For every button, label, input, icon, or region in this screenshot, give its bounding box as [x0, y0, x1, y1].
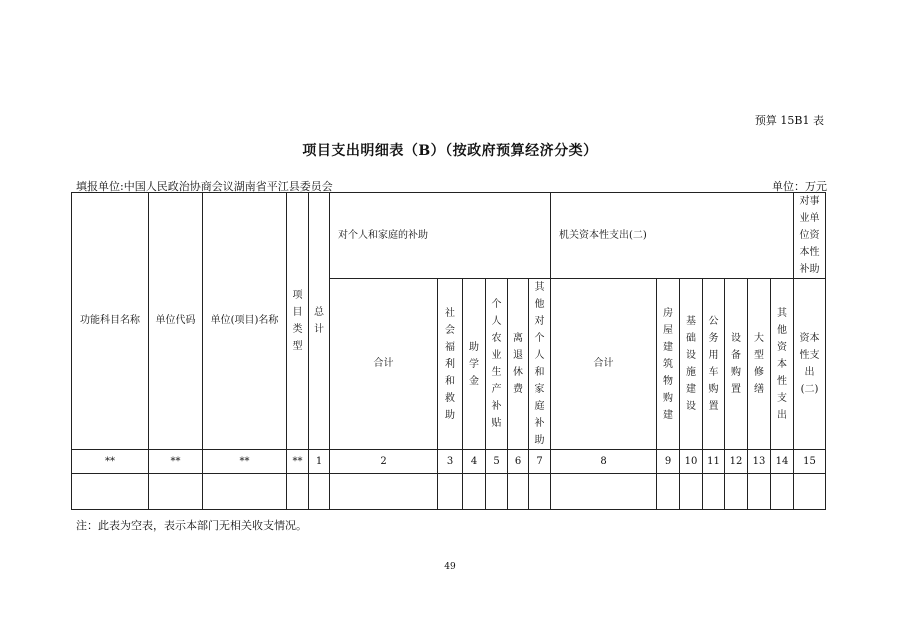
group-personal: 对个人和家庭的补助 — [330, 193, 551, 279]
currency-unit: 单位：万元 — [772, 180, 827, 193]
empty-cell — [149, 474, 203, 510]
index-row — [72, 450, 826, 474]
col-student-aid: 助学金 — [463, 279, 486, 450]
index-cell: 8 — [551, 450, 657, 474]
col-subject-name: 功能科目名称 — [72, 193, 149, 450]
col-social-welfare: 社会福利和救助 — [438, 279, 463, 450]
index-cell: 1 — [309, 450, 330, 474]
col-enterprise-capital: 资本性支出(二) — [794, 279, 826, 450]
index-cell: ** — [149, 450, 203, 474]
index-cell: 5 — [486, 450, 508, 474]
index-cell: 3 — [438, 450, 463, 474]
col-major-repair: 大型修缮 — [748, 279, 771, 450]
empty-cell — [657, 474, 680, 510]
col-building-purchase: 房屋建筑物购建 — [657, 279, 680, 450]
page-number: 49 — [444, 562, 456, 572]
empty-cell — [287, 474, 309, 510]
empty-cell — [309, 474, 330, 510]
col-other-capital: 其他资本性支出 — [771, 279, 794, 450]
index-cell: 12 — [725, 450, 748, 474]
empty-cell — [529, 474, 551, 510]
index-cell: 2 — [330, 450, 438, 474]
index-cell: 10 — [680, 450, 703, 474]
empty-cell — [551, 474, 657, 510]
footnote: 注：此表为空表，表示本部门无相关收支情况。 — [76, 519, 307, 532]
empty-cell — [486, 474, 508, 510]
empty-cell — [508, 474, 529, 510]
index-cell: 15 — [794, 450, 826, 474]
index-cell: 13 — [748, 450, 771, 474]
col-other-personal: 其他对个人和家庭补助 — [529, 279, 551, 450]
col-equipment-purchase: 设备购置 — [725, 279, 748, 450]
empty-cell — [463, 474, 486, 510]
group-enterprise: 对事业单位资本性补助 — [794, 193, 826, 279]
empty-cell — [330, 474, 438, 510]
index-cell: 14 — [771, 450, 794, 474]
index-cell: ** — [287, 450, 309, 474]
col-total: 总计 — [309, 193, 330, 450]
reporting-unit: 填报单位:中国人民政治协商会议湖南省平江县委员会 — [76, 180, 333, 193]
col-unit-code: 单位代码 — [149, 193, 203, 450]
col-vehicle-purchase: 公务用车购置 — [703, 279, 725, 450]
index-cell: ** — [72, 450, 149, 474]
index-cell: 11 — [703, 450, 725, 474]
form-code: 预算 15B1 表 — [754, 114, 824, 127]
empty-cell — [680, 474, 703, 510]
empty-cell — [771, 474, 794, 510]
empty-cell — [438, 474, 463, 510]
budget-table — [71, 192, 826, 510]
page-title: 项目支出明细表（B）（按政府预算经济分类） — [302, 143, 598, 159]
col-agri-subsidy: 个人农业生产补贴 — [486, 279, 508, 450]
col-personal-subtotal: 合计 — [330, 279, 438, 450]
empty-cell — [748, 474, 771, 510]
empty-cell — [72, 474, 149, 510]
index-cell: 7 — [529, 450, 551, 474]
empty-cell — [794, 474, 826, 510]
col-capital-subtotal: 合计 — [551, 279, 657, 450]
empty-data-row — [72, 474, 826, 510]
index-cell: 4 — [463, 450, 486, 474]
index-cell: ** — [203, 450, 287, 474]
col-unit-project-name: 单位(项目)名称 — [203, 193, 287, 450]
index-cell: 9 — [657, 450, 680, 474]
group-capital: 机关资本性支出(二) — [551, 193, 794, 279]
empty-cell — [203, 474, 287, 510]
col-retirement: 离退休费 — [508, 279, 529, 450]
empty-cell — [703, 474, 725, 510]
header-row-top — [72, 193, 826, 279]
empty-cell — [725, 474, 748, 510]
col-project-type: 项目类型 — [287, 193, 309, 450]
index-cell: 6 — [508, 450, 529, 474]
col-infrastructure: 基础设施建设 — [680, 279, 703, 450]
